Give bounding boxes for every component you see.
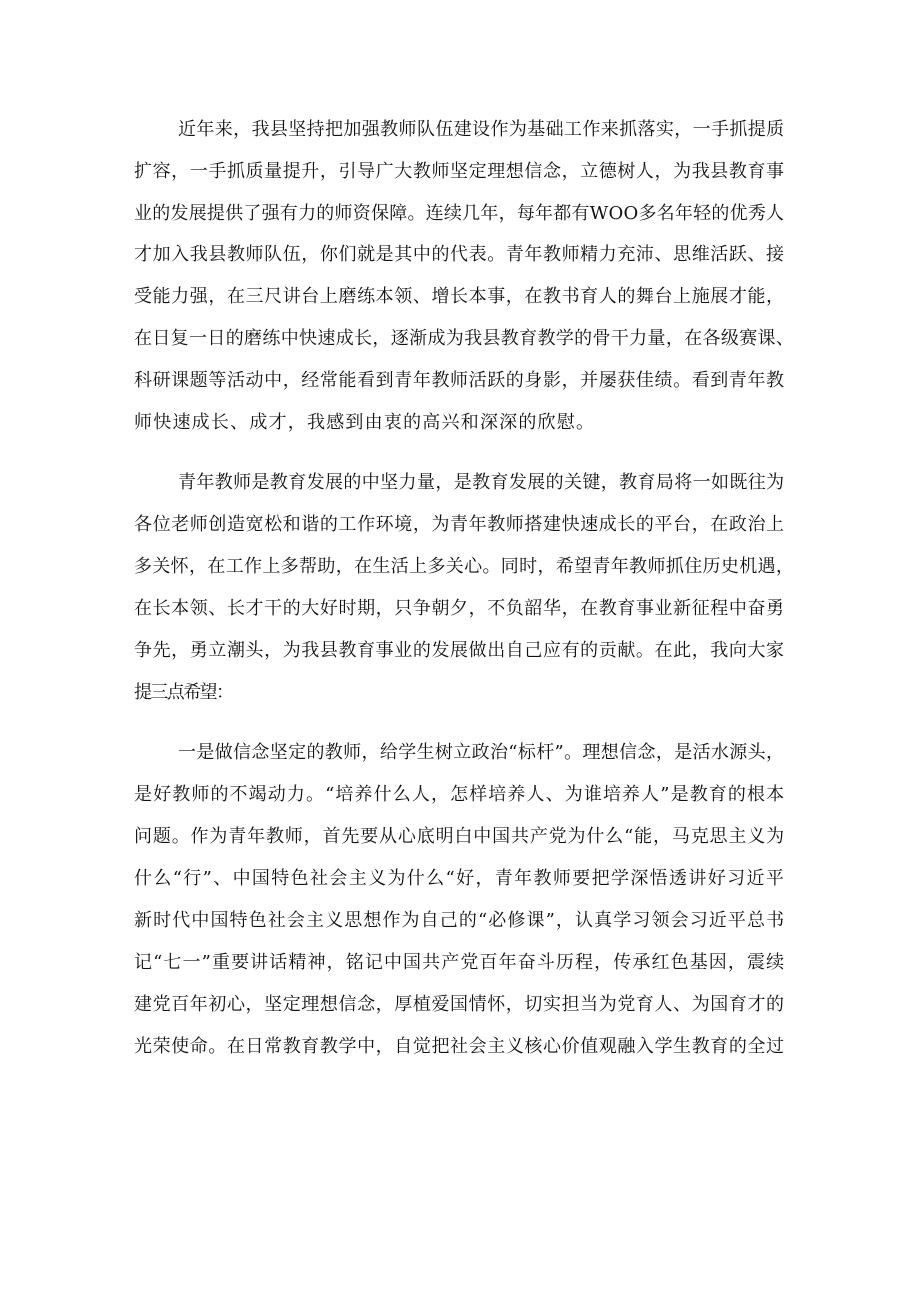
text-line: 近年来，我县坚持把加强教师队伍建设作为基础工作来抓落实，一手抓提质 <box>178 119 785 140</box>
text-line: 青年教师是教育发展的中坚力量，是教育发展的关键，教育局将一如既往为 <box>178 472 785 493</box>
text-line: 提三点希望： <box>134 682 233 703</box>
text-line: 记“七一”重要讲话精神，铭记中国共产党百年奋斗历程，传承红色基因，震续 <box>134 952 786 973</box>
text-line: 问题。作为青年教师，首先要从心底明白中国共产党为什么“能，马克思主义为 <box>134 826 785 847</box>
text-line: 是好教师的不竭动力。“培养什么人，怎样培养人、为谁培养人”是教育的根本 <box>134 784 786 805</box>
text-line: 各位老师创造宽松和谐的工作环境，为青年教师搭建快速成长的平台，在政治上 <box>134 514 785 535</box>
text-line: 一是做信念坚定的教师，给学生树立政治“标杆”。理想信念，是活水源头， <box>178 742 785 763</box>
text-line: 师快速成长、成才，我感到由衷的高兴和深深的欣慰。 <box>134 412 596 433</box>
text-line: 光荣使命。在日常教育教学中，自觉把社会主义核心价值观融入学生教育的全过 <box>134 1036 785 1057</box>
text-line: 争先，勇立潮头，为我县教育事业的发展做出自己应有的贡献。在此，我向大家 <box>134 640 785 661</box>
text-line: 受能力强，在三尺讲台上磨练本领、增长本事，在教书育人的舞台上施展才能， <box>134 286 785 307</box>
text-line: 多关怀，在工作上多帮助，在生活上多关心。同时，希望青年教师抓住历史机遇， <box>134 556 795 577</box>
text-line: 才加入我县教师队伍，你们就是其中的代表。青年教师精力充沛、思维活跃、接 <box>134 244 785 265</box>
text-line: 科研课题等活动中，经常能看到青年教师活跃的身影，并屡获佳绩。看到青年教 <box>134 370 785 391</box>
text-line: 新时代中国特色社会主义思想作为自己的“必修课”，认真学习领会习近平总书 <box>134 910 786 931</box>
text-line: 业的发展提供了强有力的师资保障。连续几年，每年都有WOO多名年轻的优秀人 <box>134 203 785 224</box>
text-line: 扩容，一手抓质量提升，引导广大教师坚定理想信念，立德树人，为我县教育事 <box>134 161 785 182</box>
text-line: 建党百年初心，坚定理想信念，厚植爱国情怀，切实担当为党育人、为国育才的 <box>134 994 785 1015</box>
text-line: 在日复一日的磨练中快速成长，逐渐成为我县教育教学的骨干力量，在各级赛课、 <box>134 328 795 349</box>
text-line: 什么“行”、中国特色社会主义为什么“好，青年教师要把学深悟透讲好习近平 <box>134 868 786 889</box>
text-line: 在长本领、长才干的大好时期，只争朝夕，不负韶华，在教育事业新征程中奋勇 <box>134 598 785 619</box>
